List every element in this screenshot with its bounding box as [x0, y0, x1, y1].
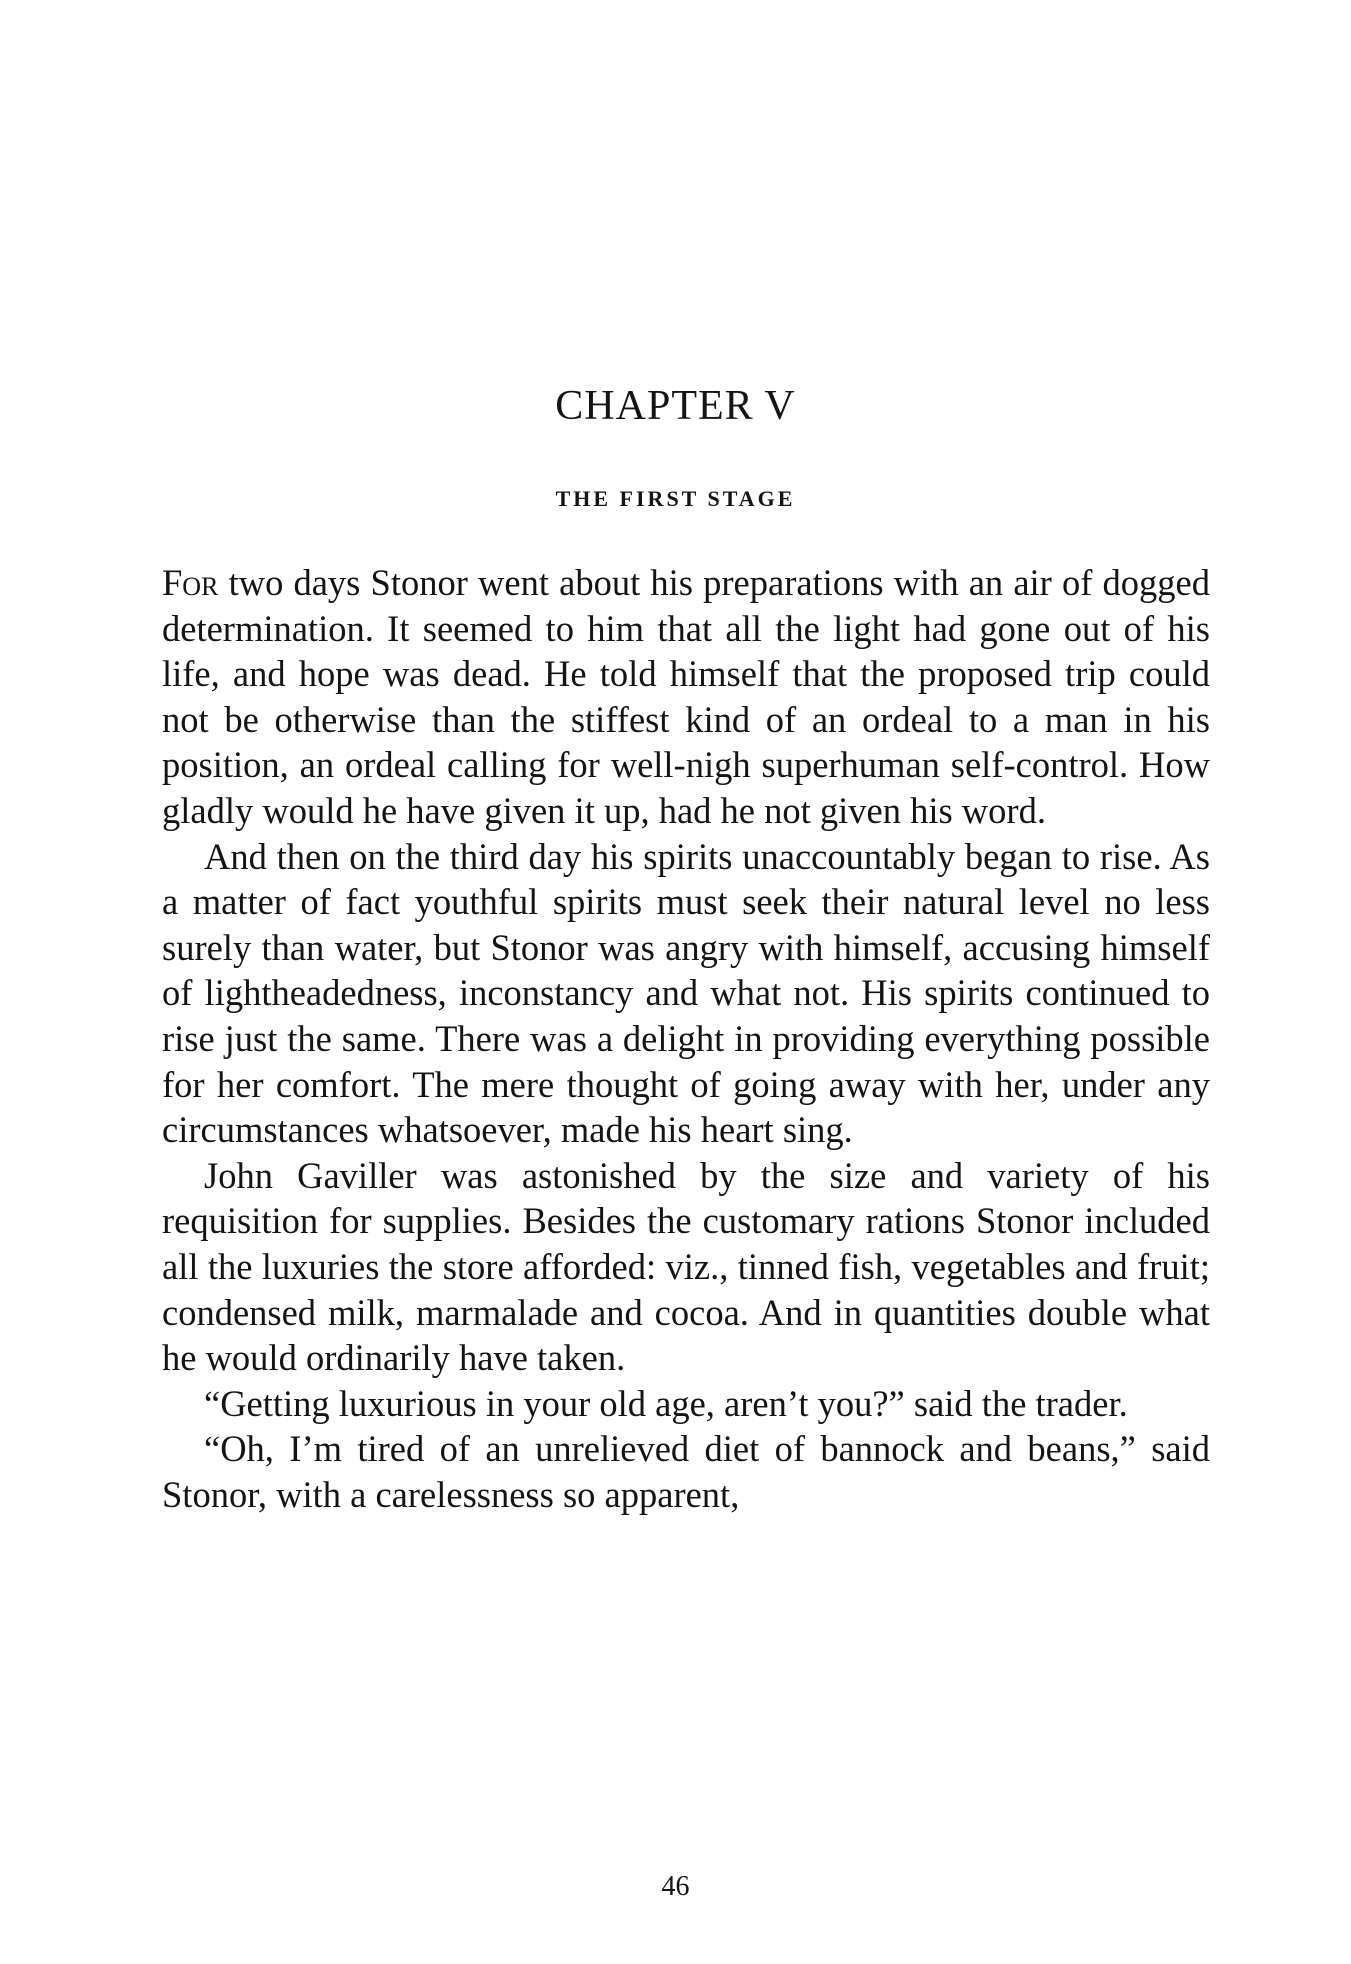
paragraph-1-text: two days Stonor went about his preparations with an air of dogged determination. It seemed to him that all the light had gone out of his life, and hope was dead. He told himself that the proposed trip could not be otherwise than the stiffest kind of an ordeal to a man in his position, an ordeal calling for well-nigh superhuman self-control. How gladly would he have given it up, had he not given his word.: [162, 562, 1210, 831]
paragraph-4: “Getting luxurious in your old age, aren’t you?” said the trader.: [204, 1382, 1128, 1424]
paragraph-5: “Oh, I’m tired of an unrelieved diet of bannock and beans,” said Stonor, with a carelessness so apparent,: [162, 1428, 1210, 1515]
chapter-title: CHAPTER V: [555, 383, 796, 429]
paragraph-3: John Gaviller was astonished by the size and variety of his requisition for supplies. Besides the customary rations Stonor included all the luxuries the store afforded: viz., tinned fish, vegetables and fruit; condensed milk, marmalade and cocoa. And in quantities double what he would ordinarily have taken.: [162, 1154, 1210, 1379]
chapter-subtitle: THE FIRST STAGE: [555, 486, 796, 511]
page-number: 46: [661, 1871, 690, 1902]
paragraph-1: [162, 560, 1210, 834]
body-text: [162, 560, 1210, 1517]
paragraph-2: And then on the third day his spirits unaccountably began to rise. As a matter of fact youthful spirits must seek their natural level no less surely than water, but Stonor was angry with himself, accusing himself of lightheadedness, inconstancy and what not. His spirits continued to rise just the same. There was a delight in providing everything possible for her comfort. The mere thought of going away with her, under any circumstances whatsoever, made his heart sing.: [162, 835, 1210, 1151]
opening-word: For: [162, 562, 219, 603]
